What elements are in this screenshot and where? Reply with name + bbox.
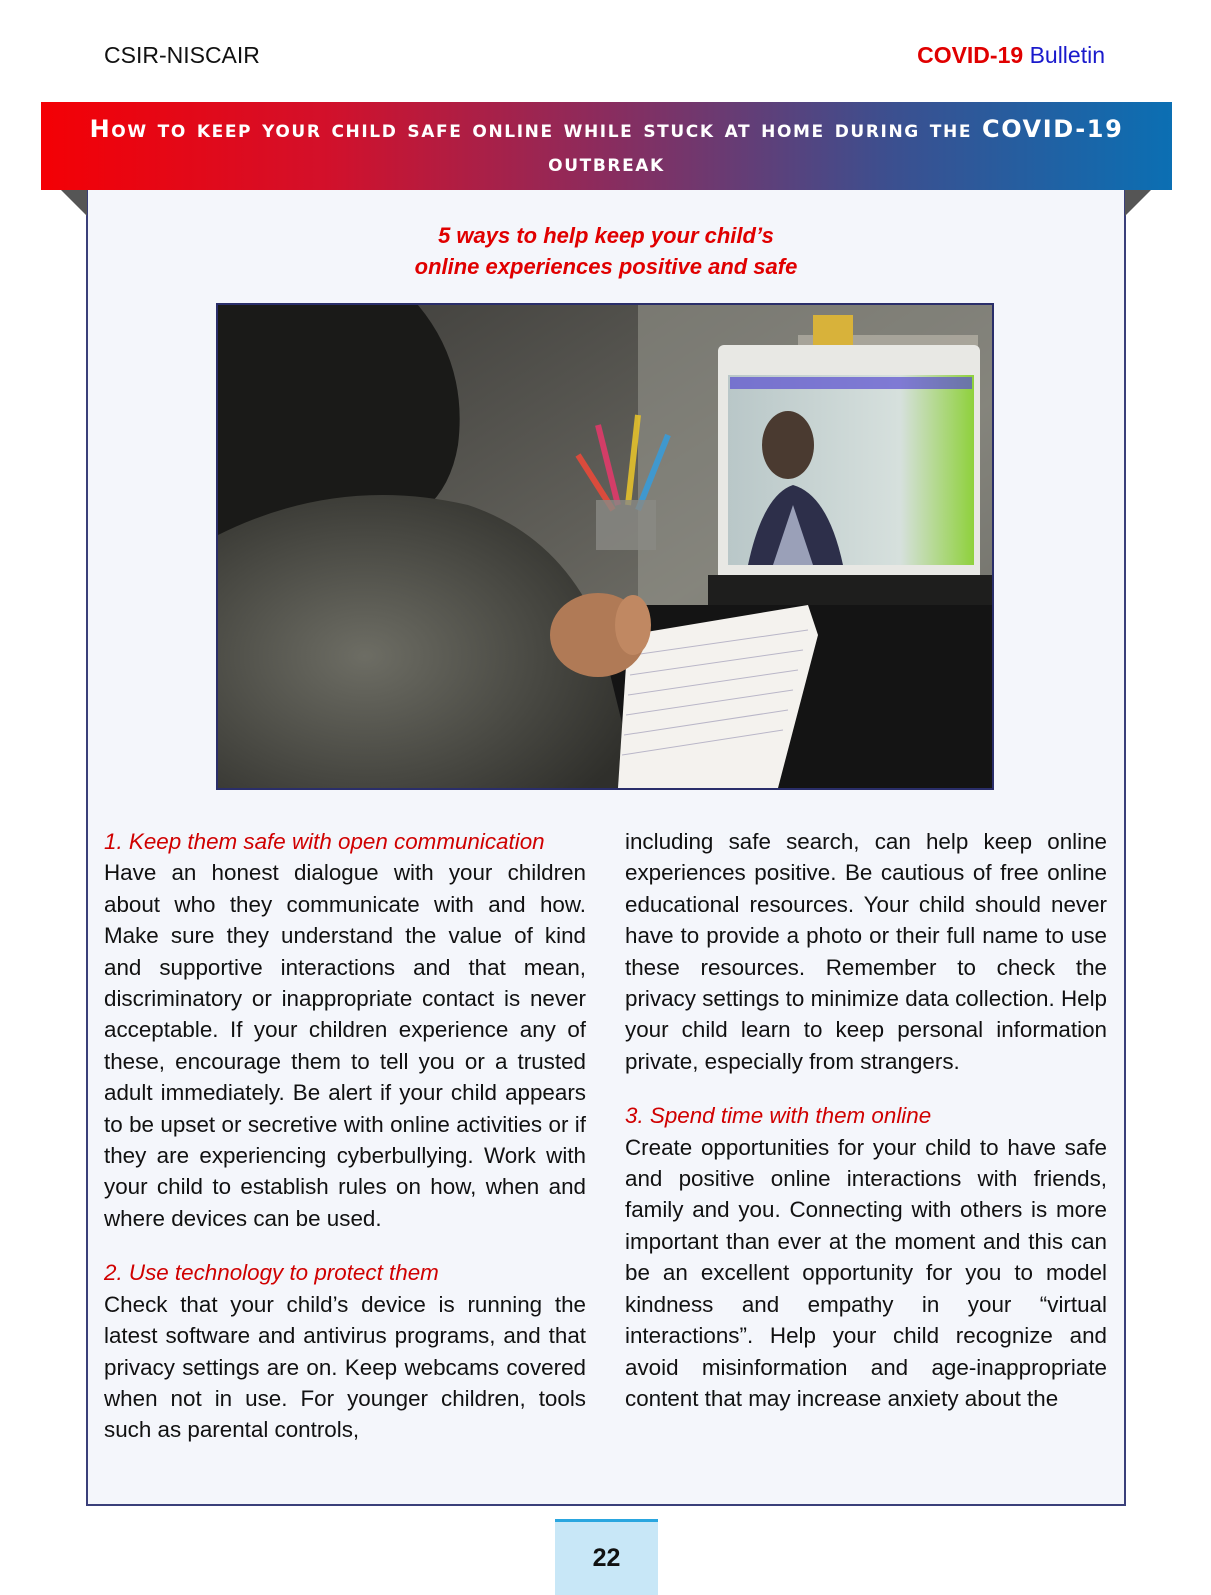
section-3-body: Create opportunities for your child to have safe and positive online interactions with friends, family and you. Connecting with others is more important than ever at the moment and this can be an excellent opportunity for you to model kindness and empathy in your “virtual interactions”. Help your child recognize and avoid misinformation and age-inappropriate content that may increase anxiety about the xyxy=(625,1134,1107,1411)
section-2-body: Check that your child’s device is running the latest software and antivirus programs, and that privacy settings are on. Keep webcams covered when not in use. For younger children, tools such as parental controls, xyxy=(104,1291,586,1443)
article-subtitle xyxy=(86,220,1126,282)
section-1-body: Have an honest dialogue with your children about who they communicate with and how. Make sure they understand the value of kind and supportive interactions and that mean, discriminatory or inappropriate contact is never acceptable. If your children experience any of these, encourage them to tell you or a trusted adult immediately. Be alert if your child appears to be upset or secretive with online activities or if they are experiencing cyberbullying. Work with your child to establish rules on how, when and where devices can be used. xyxy=(104,860,586,1231)
section-gap xyxy=(104,1234,586,1257)
subtitle-line-2: online experiences positive and safe xyxy=(414,254,798,279)
column-right xyxy=(625,826,1107,1414)
page-number: 22 xyxy=(555,1519,658,1595)
banner-fold-left xyxy=(61,190,87,216)
article-title: How to keep your child safe online while stuck at home during the COVID-19 outbreak xyxy=(89,115,1124,177)
section-gap xyxy=(625,1077,1107,1100)
section-1-heading: 1. Keep them safe with open communication xyxy=(104,829,545,854)
section-2-heading: 2. Use technology to protect them xyxy=(104,1260,439,1286)
article-title-banner xyxy=(41,102,1172,190)
column-left xyxy=(104,826,586,1446)
photo-illustration xyxy=(218,305,992,788)
child-video-call-photo xyxy=(216,303,994,790)
bulletin-name-text: Bulletin xyxy=(1029,42,1105,68)
bulletin-name xyxy=(917,42,1105,69)
section-3-heading: 3. Spend time with them online xyxy=(625,1103,932,1129)
publisher-name: CSIR-NISCAIR xyxy=(104,42,260,68)
bulletin-name-bold: COVID-19 xyxy=(917,42,1024,68)
banner-fold-right xyxy=(1125,190,1151,216)
section-2-continued: including safe search, can help keep online experiences positive. Be cautious of free online educational resources. Your child should never have to provide a photo or their full name to use these resources. Remember to check the privacy settings to minimize data collection. Help your child learn to keep personal information private, especially from strangers. xyxy=(625,829,1107,1074)
subtitle-line-1: 5 ways to help keep your child’s xyxy=(438,223,774,248)
